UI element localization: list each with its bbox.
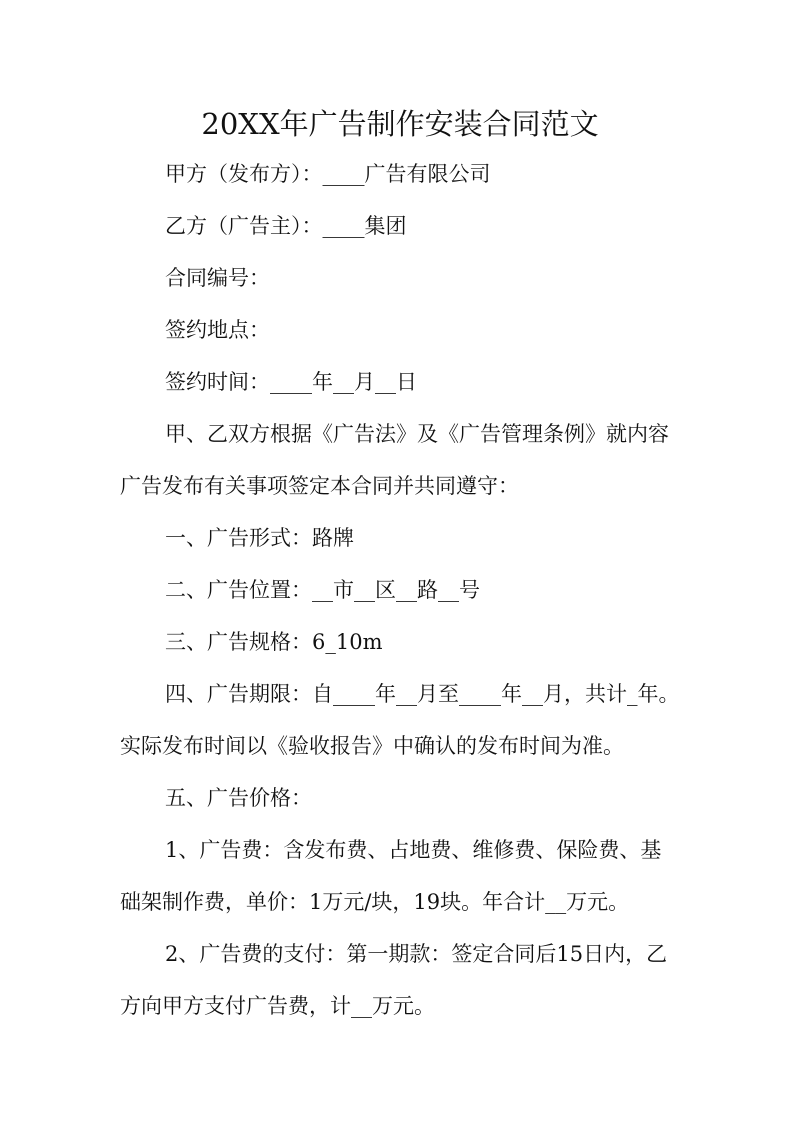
signing-time-line: 签约时间：____年__月__日 xyxy=(165,370,417,394)
preamble-line-2: 广告发布有关事项签定本合同并共同遵守： xyxy=(120,474,519,498)
preamble-line-1: 甲、乙双方根据《广告法》及《广告管理条例》就内容 xyxy=(165,422,669,446)
ad-fee-line-1: 1、广告费：含发布费、占地费、维修费、保险费、基 xyxy=(165,838,662,862)
payment-line-2: 方向甲方支付广告费，计__万元。 xyxy=(120,994,435,1018)
payment-line-1: 2、广告费的支付：第一期款：签定合同后15日内，乙 xyxy=(165,942,668,966)
ad-form-line: 一、广告形式：路牌 xyxy=(165,526,354,550)
ad-location-line: 二、广告位置：__市__区__路__号 xyxy=(165,578,480,602)
ad-size-line: 三、广告规格：6_10m xyxy=(165,630,383,654)
signing-place-line: 签约地点： xyxy=(165,318,270,342)
party-a-line: 甲方（发布方）：____广告有限公司 xyxy=(165,162,491,186)
ad-period-line-1: 四、广告期限：自____年__月至____年__月，共计_年。 xyxy=(165,682,680,706)
document-title: 20XX年广告制作安装合同范文 xyxy=(201,107,599,141)
party-b-line: 乙方（广告主）：____集团 xyxy=(165,214,407,238)
contract-number-line: 合同编号： xyxy=(165,266,270,290)
ad-price-heading: 五、广告价格： xyxy=(165,786,312,810)
ad-fee-line-2: 础架制作费，单价：1万元/块，19块。年合计__万元。 xyxy=(120,890,630,914)
ad-period-line-2: 实际发布时间以《验收报告》中确认的发布时间为准。 xyxy=(120,734,624,758)
